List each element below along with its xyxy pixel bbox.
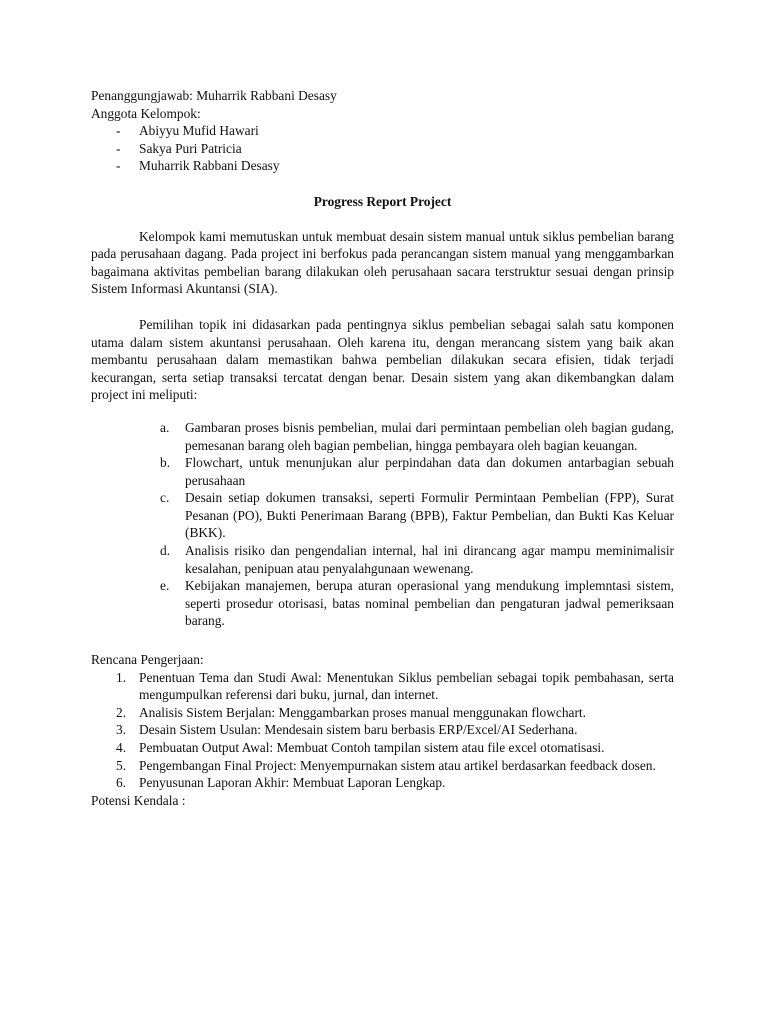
- document-body: [91, 87, 674, 809]
- constraints-label: Potensi Kendala :: [91, 792, 186, 808]
- member-item: - Muharrik Rabbani Desasy: [116, 158, 280, 174]
- list-item: e. Kebijakan manajemen, berupa aturan operasional yang mendukung implemntasi sistem, seperti prosedur otorisasi, batas nominal pembelian dan pengaturan jadwal pemeriksaan barang.: [160, 578, 674, 629]
- paragraph-topic: Pemilihan topik ini didasarkan pada pentingnya siklus pembelian sebagai salah satu komponen utama dalam sistem akuntansi perusahaan. Oleh karena itu, dengan merancang sistem yang baik akan membantu perusahaan dalam memastikan bahwa pembelian dilakukan secara efisien, tidak terjadi kecurangan, serta setiap transaksi tercatat dengan benar. Desain sistem yang akan dikembangkan dalam project ini meliputi:: [91, 316, 674, 403]
- dash-bullet: -: [116, 123, 121, 139]
- list-item: 1. Penentuan Tema dan Studi Awal: Menentukan Siklus pembelian sebagai topik pembahasan, serta mengumpulkan referensi dari buku, jurnal, dan internet.: [116, 669, 674, 703]
- plan-list: [91, 669, 674, 792]
- dash-bullet: -: [116, 158, 121, 174]
- list-item: c. Desain setiap dokumen transaksi, seperti Formulir Permintaan Pembelian (FPP), Surat Pesanan (PO), Bukti Penerimaan Barang (BPB), Faktur Pembelian, dan Bukti Kas Keluar (BKK).: [160, 490, 674, 541]
- member-item: - Sakya Puri Patricia: [116, 140, 242, 156]
- list-item: b. Flowchart, untuk menunjukan alur perpindahan data dan dokumen antarbagian sebuah perusahaan: [160, 455, 674, 488]
- design-items-list: [160, 419, 674, 630]
- member-item: - Abiyyu Mufid Hawari: [116, 123, 259, 139]
- document-title: Progress Report Project: [313, 193, 452, 209]
- plan-label: Rencana Pengerjaan:: [91, 652, 204, 668]
- members-label: Anggota Kelompok:: [91, 105, 201, 121]
- members-list: [91, 122, 674, 175]
- list-item: 5. Pengembangan Final Project: Menyempurnakan sistem atau artikel berdasarkan feedback dosen.: [116, 757, 656, 773]
- list-item: 4. Pembuatan Output Awal: Membuat Contoh tampilan sistem atau file excel otomatisasi.: [116, 740, 605, 755]
- list-item: a. Gambaran proses bisnis pembelian, mulai dari permintaan pembelian oleh bagian gudang, pemesanan barang oleh bagian pembelian, hingga pembayara oleh bagian keuangan.: [160, 419, 674, 453]
- list-item: 6. Penyusunan Laporan Akhir: Membuat Laporan Lengkap.: [116, 775, 446, 791]
- responsible-line: Penanggungjawab: Muharrik Rabbani Desasy: [91, 88, 337, 103]
- list-item: d. Analisis risiko dan pengendalian internal, hal ini dirancang agar mampu meminimalisir kesalahan, penipuan atau penyalahgunaan wewenang.: [160, 543, 674, 576]
- list-item: 3. Desain Sistem Usulan: Mendesain sistem baru berbasis ERP/Excel/AI Sederhana.: [116, 722, 578, 738]
- dash-bullet: -: [116, 140, 121, 156]
- list-item: 2. Analisis Sistem Berjalan: Menggambarkan proses manual menggunakan flowchart.: [116, 704, 586, 720]
- paragraph-intro: Kelompok kami memutuskan untuk membuat desain sistem manual untuk siklus pembelian barang pada perusahaan dagang. Pada project ini berfokus pada perancangan sistem manual yang menggambarkan bagaimana aktivitas pembelian barang dilakukan oleh perusahaan sacara terstruktur sesuai dengan prinsip Sistem Informasi Akuntansi (SIA).: [91, 228, 674, 297]
